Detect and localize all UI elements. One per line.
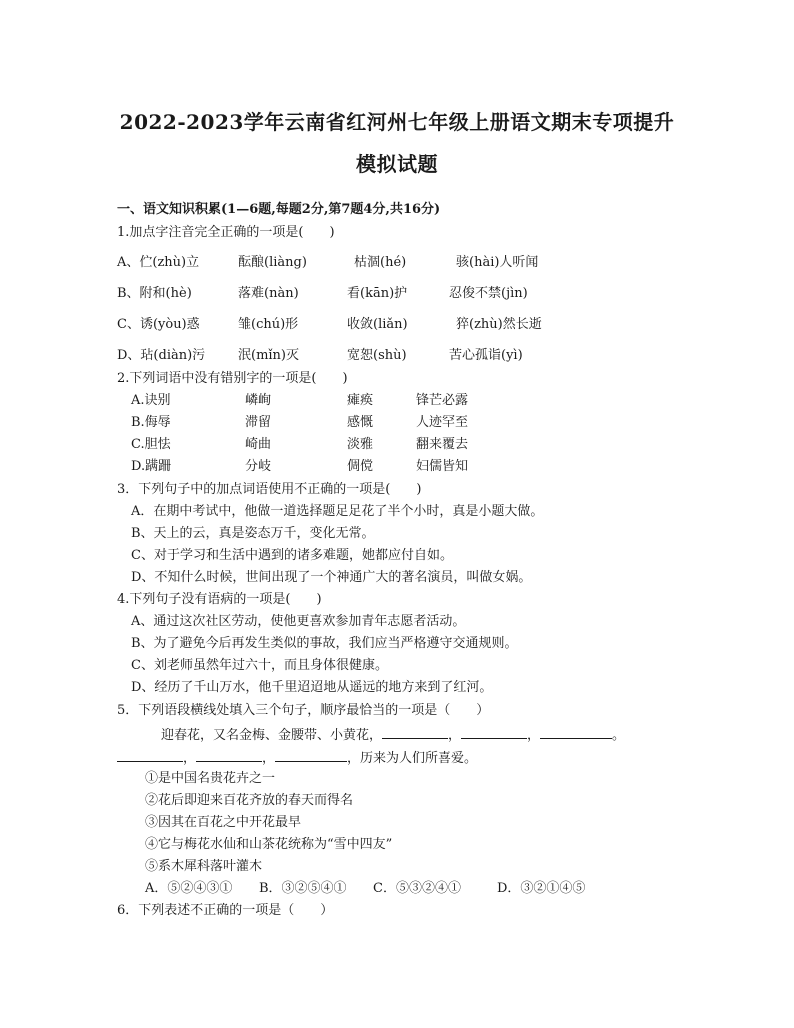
option-cell: 骇(hài)人听闻 [456, 255, 539, 270]
option-cell: 崎曲 [245, 437, 272, 452]
option-cell: C、诱(yòu)惑 [117, 317, 200, 332]
choice-b: B．③②⑤④① [259, 881, 347, 896]
option-cell: B、附和(hè) [117, 286, 192, 301]
question-4-option-d: D、经历了千山万水，他千里迢迢地从遥远的地方来到了红河。 [131, 680, 493, 695]
question-4-option-b: B、为了避免今后再发生类似的事故，我们应当严格遵守交通规则。 [131, 636, 518, 651]
answer-blank [196, 749, 262, 762]
document-subtitle: 模拟试题 [356, 152, 438, 176]
option-cell: 枯涸(hé) [354, 255, 407, 270]
passage-punct: ， [448, 728, 462, 743]
option-cell: 收敛(liǎn) [347, 317, 408, 332]
option-cell: 落难(nàn) [238, 286, 299, 301]
passage-punct: 。 [612, 728, 626, 743]
option-cell: A.诀别 [131, 393, 171, 408]
option-cell: 宽恕(shù) [347, 348, 407, 363]
answer-blank [382, 726, 448, 739]
question-5-item-1: ①是中国名贵花卉之一 [145, 771, 276, 786]
question-1-stem: 1.加点字注音完全正确的一项是( ) [117, 225, 335, 240]
option-cell: 妇儒皆知 [416, 459, 469, 474]
passage-punct: ， [183, 751, 197, 766]
option-cell: 瘫痪 [347, 393, 374, 408]
question-3-stem: 3．下列句子中的加点词语使用不正确的一项是( ) [117, 482, 422, 497]
option-cell: 忍俊不禁(jìn) [449, 286, 528, 301]
answer-blank [461, 726, 527, 739]
passage-punct: ， [262, 751, 276, 766]
question-3-option-b: B、天上的云，真是姿态万千，变化无常。 [131, 526, 375, 541]
answer-blank [540, 726, 612, 739]
question-4-option-a: A、通过这次社区劳动，使他更喜欢参加青年志愿者活动。 [131, 614, 466, 629]
question-4-stem: 4.下列句子没有语病的一项是( ) [117, 592, 322, 607]
option-cell: D.蹒跚 [131, 459, 172, 474]
choice-a: A．⑤②④③① [145, 881, 233, 896]
option-cell: C.胆怯 [131, 437, 171, 452]
question-5-item-2: ②花后即迎来百花齐放的春天而得名 [145, 793, 354, 808]
passage-text: ，历来为人们所喜爱。 [347, 751, 478, 766]
option-cell: 人迹罕至 [416, 415, 469, 430]
option-cell: A、伫(zhù)立 [117, 255, 200, 270]
question-5-item-4: ④它与梅花水仙和山茶花统称为“雪中四友” [145, 837, 393, 852]
section-heading: 一、语文知识积累(1—6题,每题2分,第7题4分,共16分) [117, 202, 441, 217]
answer-blank [275, 749, 347, 762]
answer-blank [117, 749, 183, 762]
question-2-stem: 2.下列词语中没有错别字的一项是( ) [117, 371, 348, 386]
question-5-passage-line2 [117, 749, 477, 767]
option-cell: 雏(chú)形 [238, 317, 299, 332]
question-3-option-c: C、对于学习和生活中遇到的诸多难题，她都应付自如。 [131, 548, 453, 563]
option-cell: 酝酿(liàng) [238, 255, 307, 270]
document-title: 2022-2023学年云南省红河州七年级上册语文期末专项提升 [119, 110, 675, 134]
passage-text: 迎春花，又名金梅、金腰带、小黄花， [161, 728, 383, 743]
question-3-option-a: A．在期中考试中，他做一道选择题足足花了半个小时，真是小题大做。 [131, 504, 544, 519]
question-5-item-3: ③因其在百花之中开花最早 [145, 815, 302, 830]
option-cell: 苦心孤诣(yì) [449, 348, 523, 363]
option-cell: B.侮辱 [131, 415, 171, 430]
option-cell: 淡雅 [347, 437, 374, 452]
option-cell: 泯(mǐn)灭 [238, 348, 300, 363]
passage-punct: ， [527, 728, 541, 743]
option-cell: D、玷(diàn)污 [117, 348, 206, 363]
option-cell: 倜傥 [347, 459, 374, 474]
option-cell: 嶙峋 [245, 393, 272, 408]
option-cell: 锋芒必露 [416, 393, 469, 408]
question-3-option-d: D、不知什么时候，世间出现了一个神通广大的著名演员，叫做女娲。 [131, 570, 532, 585]
option-cell: 分岐 [245, 459, 272, 474]
question-6-stem: 6．下列表述不正确的一项是（ ） [117, 903, 334, 918]
option-cell: 看(kān)护 [347, 286, 408, 301]
question-4-option-c: C、刘老师虽然年过六十，而且身体很健康。 [131, 658, 388, 673]
question-5-stem: 5．下列语段横线处填入三个句子，顺序最恰当的一项是（ ） [117, 703, 490, 718]
question-5-item-5: ⑤系木犀科落叶灌木 [145, 859, 263, 874]
question-5-passage-line1 [161, 726, 625, 744]
option-cell: 感慨 [347, 415, 374, 430]
option-cell: 滞留 [245, 415, 272, 430]
choice-d: D．③②①④⑤ [497, 881, 586, 896]
choice-c: C．⑤③②④① [373, 881, 461, 896]
option-cell: 翻来覆去 [416, 437, 469, 452]
option-cell: 猝(zhù)然长逝 [456, 317, 542, 332]
